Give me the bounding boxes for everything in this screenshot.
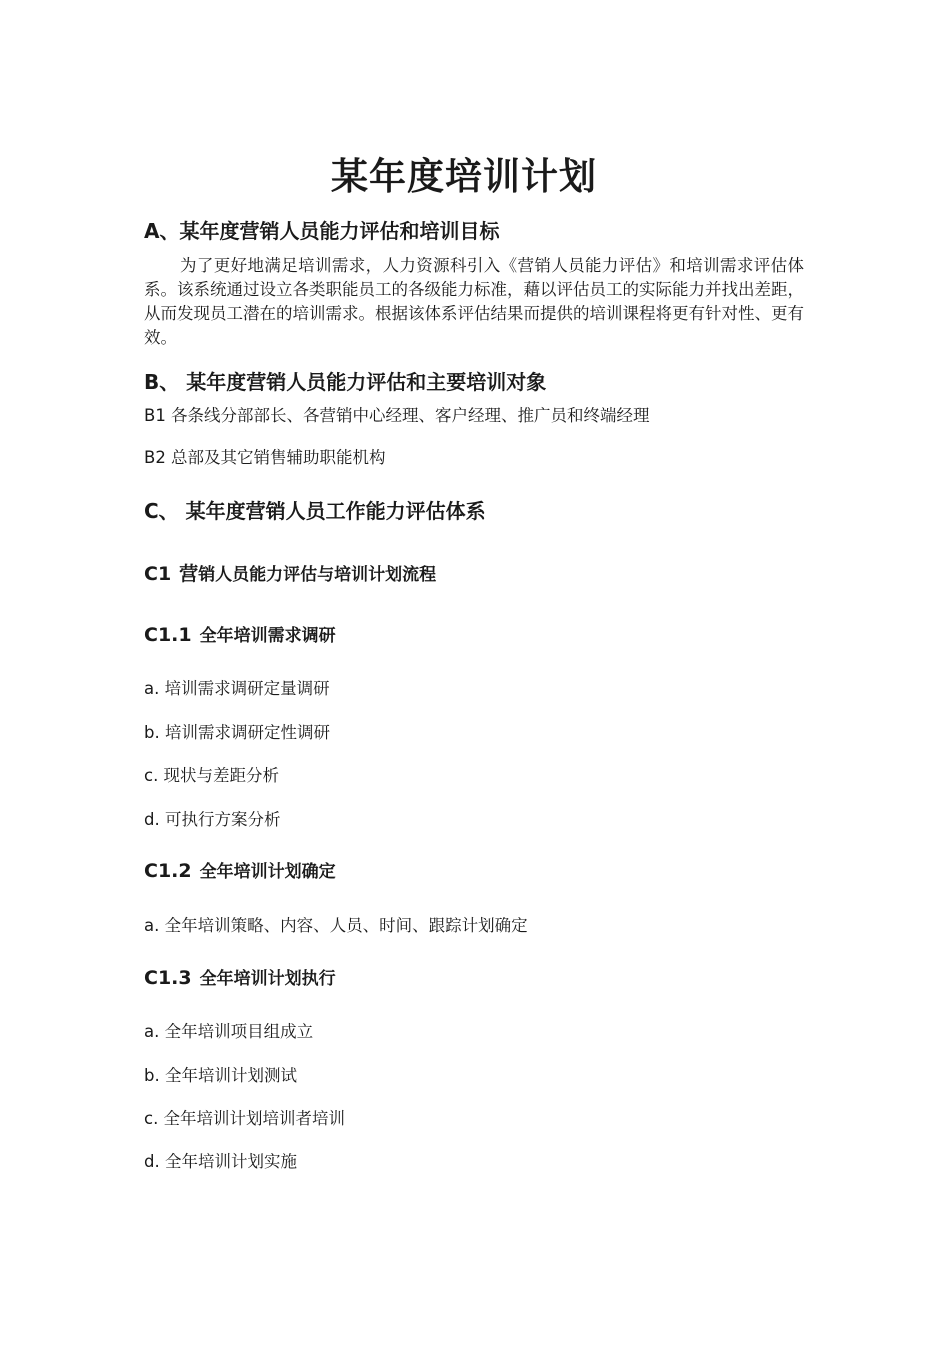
c1-3-item: c. 全年培训计划培训者培训 [144,1109,346,1128]
c1-2-label: 全年培训计划确定 [199,862,336,882]
c1-1-label: 全年培训需求调研 [199,626,336,646]
c1-3-item: d. 全年培训计划实施 [144,1152,297,1171]
c1-1-item: b. 培训需求调研定性调研 [144,723,330,742]
c1-1-heading [144,622,336,649]
c1-1-item: c. 现状与差距分析 [144,766,280,785]
c1-first-char: 营 [179,563,199,585]
section-b-heading: B、 某年度营销人员能力评估和主要培训对象 [144,370,547,394]
c1-1-item: a. 培训需求调研定量调研 [144,679,330,698]
section-c-heading: C、 某年度营销人员工作能力评估体系 [144,499,486,523]
c1-3-item: a. 全年培训项目组成立 [144,1022,314,1041]
section-b-item: B1 各条线分部部长、各营销中心经理、客户经理、推广员和终端经理 [144,406,650,425]
c1-3-item: b. 全年培训计划测试 [144,1066,297,1085]
c1-2-heading [144,858,336,885]
section-b-item: B2 总部及其它销售辅助职能机构 [144,448,386,467]
c1-code: C1 [144,563,172,585]
c1-3-label: 全年培训计划执行 [199,969,336,989]
c1-3-code: C1.3 [144,967,192,989]
c1-2-item: a. 全年培训策略、内容、人员、时间、跟踪计划确定 [144,916,528,935]
c1-1-item: d. 可执行方案分析 [144,810,281,829]
c1-3-heading [144,965,336,992]
document-title: 某年度培训计划 [331,154,597,198]
c1-2-code: C1.2 [144,860,192,882]
c1-label: 销人员能力评估与培训计划流程 [198,565,437,585]
section-a-paragraph: 为了更好地满足培训需求，人力资源科引入《营销人员能力评估》和培训需求评估体系。该系统通过设立各类职能员工的各级能力标准，藉以评估员工的实际能力并找出差距，从而发现员工潜在的培训需求。根据该体系评估结果而提供的培训课程将更有针对性、更有效。 [144,256,804,347]
c1-heading [144,561,436,588]
c1-1-code: C1.1 [144,624,192,646]
section-a-heading: A、某年度营销人员能力评估和培训目标 [144,219,500,243]
